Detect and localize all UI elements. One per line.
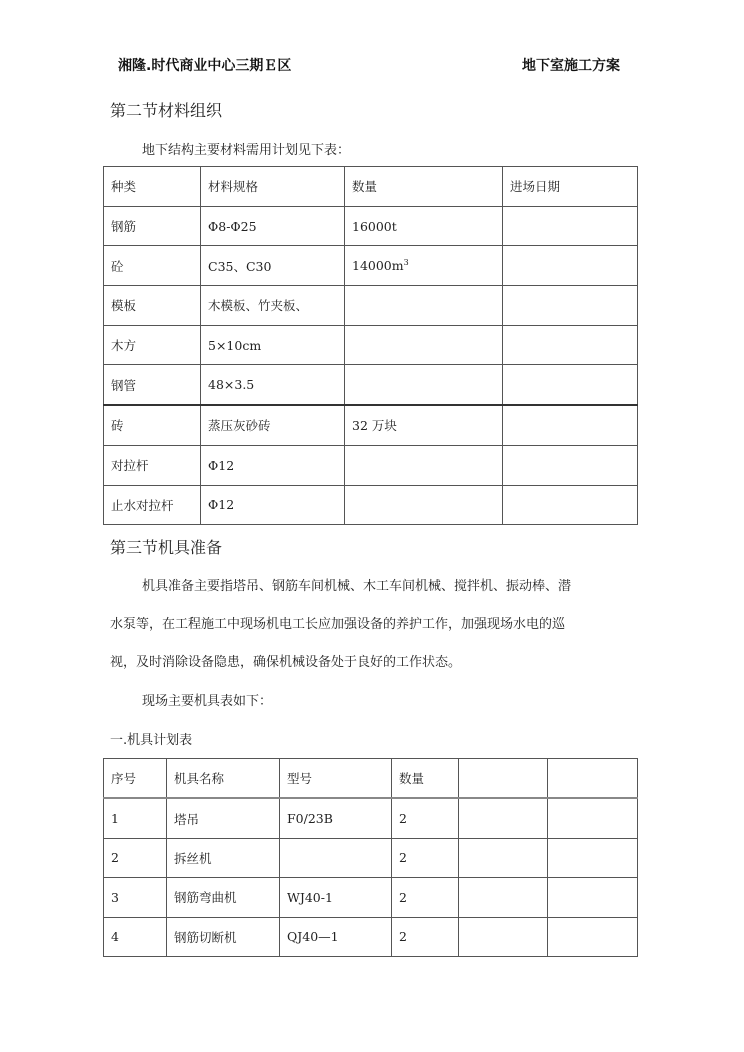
header-cell: 种类 bbox=[104, 167, 201, 207]
table-row bbox=[104, 878, 638, 917]
cell: 16000t bbox=[345, 206, 503, 246]
cell bbox=[548, 878, 638, 917]
equipment-intro: 现场主要机具表如下： bbox=[142, 694, 273, 709]
cell bbox=[503, 325, 638, 365]
paragraph-line-3: 视，及时消除设备隐患，确保机械设备处于良好的工作状态。 bbox=[110, 655, 462, 670]
table-row bbox=[104, 206, 638, 246]
equipment-table bbox=[103, 758, 638, 957]
equipment-subtitle: 一.机具计划表 bbox=[110, 733, 193, 748]
quantity-value: 14000m bbox=[352, 258, 404, 274]
cell: 钢筋弯曲机 bbox=[167, 878, 280, 917]
cell bbox=[459, 917, 548, 956]
header-cell bbox=[548, 759, 638, 799]
cell bbox=[459, 878, 548, 917]
cell bbox=[459, 838, 548, 877]
cell: 1 bbox=[104, 798, 167, 838]
cell bbox=[345, 246, 503, 286]
table-row bbox=[104, 405, 638, 445]
cell: 32 万块 bbox=[345, 405, 503, 445]
cell: 2 bbox=[104, 838, 167, 877]
materials-header-row bbox=[104, 167, 638, 207]
cell: 木模板、竹夹板、 bbox=[201, 286, 345, 326]
cell: WJ40-1 bbox=[280, 878, 392, 917]
header-cell bbox=[459, 759, 548, 799]
cell: 4 bbox=[104, 917, 167, 956]
header-cell: 数量 bbox=[345, 167, 503, 207]
header-cell: 数量 bbox=[392, 759, 459, 799]
cell bbox=[345, 365, 503, 405]
table-row bbox=[104, 838, 638, 877]
table-row bbox=[104, 485, 638, 525]
table-row bbox=[104, 445, 638, 485]
cell: 木方 bbox=[104, 325, 201, 365]
cell: 止水对拉杆 bbox=[104, 485, 201, 525]
cell: 对拉杆 bbox=[104, 445, 201, 485]
section-2-title: 第二节材料组织 bbox=[110, 101, 223, 120]
cell bbox=[503, 286, 638, 326]
cell bbox=[503, 405, 638, 445]
cell: C35、C30 bbox=[201, 246, 345, 286]
table-row bbox=[104, 246, 638, 286]
cell bbox=[503, 445, 638, 485]
materials-table bbox=[103, 166, 638, 525]
table-row bbox=[104, 365, 638, 405]
table-row bbox=[104, 917, 638, 956]
section-3-title: 第三节机具准备 bbox=[110, 538, 223, 557]
cell: Φ8-Φ25 bbox=[201, 206, 345, 246]
table-row bbox=[104, 286, 638, 326]
unit-superscript: 3 bbox=[403, 258, 409, 268]
cell: F0/23B bbox=[280, 798, 392, 838]
cell: 2 bbox=[392, 838, 459, 877]
cell: QJ40—1 bbox=[280, 917, 392, 956]
cell: 拆丝机 bbox=[167, 838, 280, 877]
cell: 蒸压灰砂砖 bbox=[201, 405, 345, 445]
cell: 钢管 bbox=[104, 365, 201, 405]
header-cell: 材料规格 bbox=[201, 167, 345, 207]
table-row bbox=[104, 798, 638, 838]
header-cell: 机具名称 bbox=[167, 759, 280, 799]
cell: Φ12 bbox=[201, 485, 345, 525]
cell: 模板 bbox=[104, 286, 201, 326]
cell bbox=[503, 485, 638, 525]
cell bbox=[548, 838, 638, 877]
cell: 钢筋 bbox=[104, 206, 201, 246]
cell: 2 bbox=[392, 878, 459, 917]
cell: 48×3.5 bbox=[201, 365, 345, 405]
cell bbox=[503, 246, 638, 286]
header-project-name: 湘隆.时代商业中心三期Ｅ区 bbox=[118, 58, 292, 74]
cell bbox=[548, 917, 638, 956]
cell bbox=[503, 365, 638, 405]
cell: 5×10cm bbox=[201, 325, 345, 365]
cell: 2 bbox=[392, 917, 459, 956]
section-2-intro: 地下结构主要材料需用计划见下表： bbox=[142, 143, 351, 158]
cell: 3 bbox=[104, 878, 167, 917]
cell bbox=[345, 445, 503, 485]
cell bbox=[345, 485, 503, 525]
cell: Φ12 bbox=[201, 445, 345, 485]
cell bbox=[280, 838, 392, 877]
cell bbox=[345, 286, 503, 326]
cell: 塔吊 bbox=[167, 798, 280, 838]
cell bbox=[345, 325, 503, 365]
cell: 砼 bbox=[104, 246, 201, 286]
table-row bbox=[104, 325, 638, 365]
cell bbox=[459, 798, 548, 838]
cell bbox=[548, 798, 638, 838]
cell: 钢筋切断机 bbox=[167, 917, 280, 956]
equipment-header-row bbox=[104, 759, 638, 799]
cell: 2 bbox=[392, 798, 459, 838]
header-cell: 型号 bbox=[280, 759, 392, 799]
header-cell: 序号 bbox=[104, 759, 167, 799]
cell bbox=[503, 206, 638, 246]
header-cell: 进场日期 bbox=[503, 167, 638, 207]
paragraph-line-2: 水泵等，在工程施工中现场机电工长应加强设备的养护工作，加强现场水电的巡 bbox=[110, 617, 566, 632]
header-document-title: 地下室施工方案 bbox=[522, 58, 620, 74]
paragraph-line-1: 机具准备主要指塔吊、钢筋车间机械、木工车间机械、搅拌机、振动棒、潜 bbox=[142, 579, 572, 594]
cell: 砖 bbox=[104, 405, 201, 445]
